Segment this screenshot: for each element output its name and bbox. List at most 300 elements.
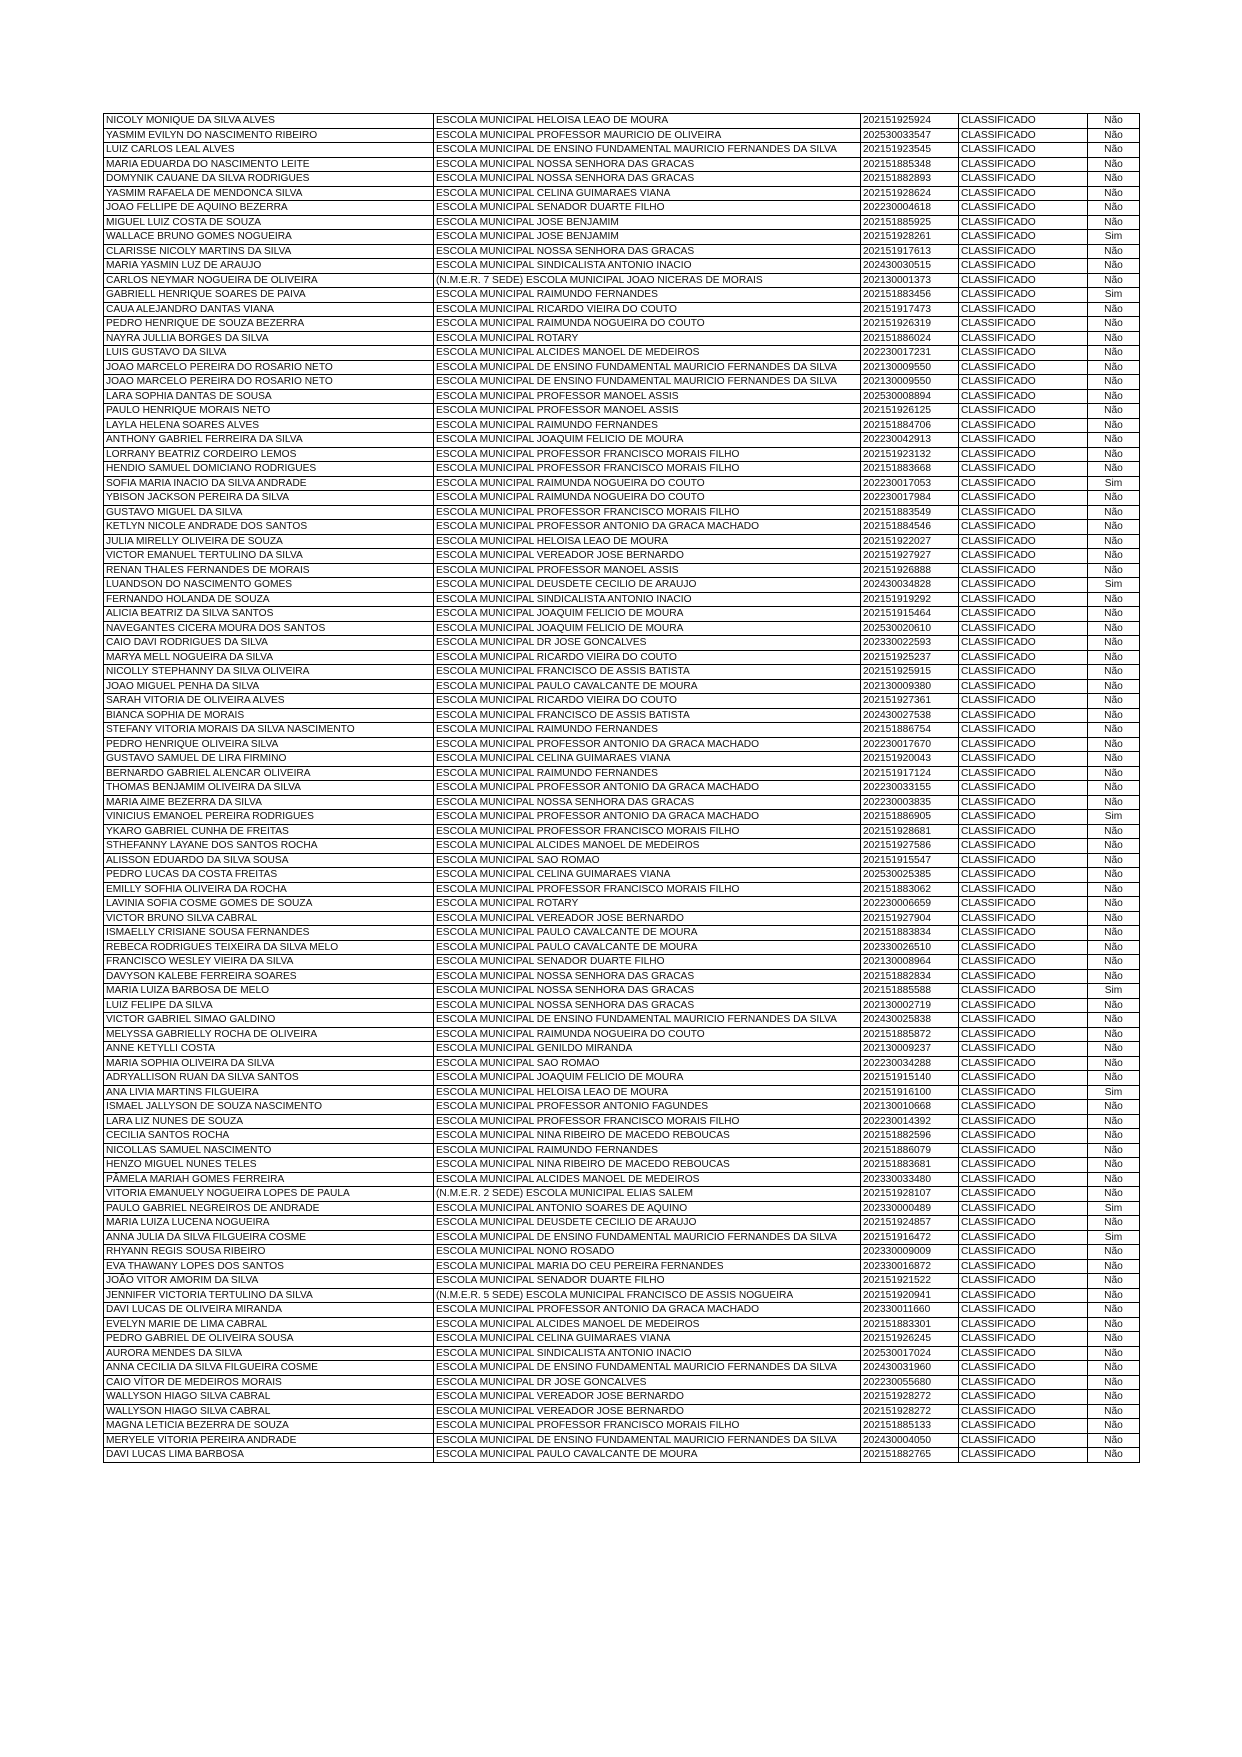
school-cell: ESCOLA MUNICIPAL SINDICALISTA ANTONIO INACIO bbox=[434, 259, 861, 274]
table-row bbox=[104, 607, 1140, 622]
table-row bbox=[104, 259, 1140, 274]
registration-code-cell: 202230004618 bbox=[861, 201, 959, 216]
status-cell: CLASSIFICADO bbox=[959, 810, 1088, 825]
registration-code-cell: 202230034288 bbox=[861, 1056, 959, 1071]
student-name-cell: VICTOR GABRIEL SIMAO GALDINO bbox=[104, 1013, 434, 1028]
registration-code-cell: 202151927904 bbox=[861, 911, 959, 926]
registration-code-cell: 202151923132 bbox=[861, 447, 959, 462]
status-cell: CLASSIFICADO bbox=[959, 1013, 1088, 1028]
flag-cell: Não bbox=[1088, 346, 1140, 361]
student-name-cell: NICOLLY STEPHANNY DA SILVA OLIVEIRA bbox=[104, 665, 434, 680]
flag-cell: Não bbox=[1088, 563, 1140, 578]
student-name-cell: LUIZ FELIPE DA SILVA bbox=[104, 998, 434, 1013]
school-cell: ESCOLA MUNICIPAL PROFESSOR MAURICIO DE OLIVEIRA bbox=[434, 128, 861, 143]
status-cell: CLASSIFICADO bbox=[959, 679, 1088, 694]
student-name-cell: PEDRO HENRIQUE DE SOUZA BEZERRA bbox=[104, 317, 434, 332]
student-name-cell: JOAO MARCELO PEREIRA DO ROSARIO NETO bbox=[104, 375, 434, 390]
school-cell: ESCOLA MUNICIPAL PROFESSOR FRANCISCO MORAIS FILHO bbox=[434, 882, 861, 897]
status-cell: CLASSIFICADO bbox=[959, 911, 1088, 926]
table-row bbox=[104, 128, 1140, 143]
school-cell: ESCOLA MUNICIPAL SENADOR DUARTE FILHO bbox=[434, 1274, 861, 1289]
school-cell: ESCOLA MUNICIPAL SAO ROMAO bbox=[434, 853, 861, 868]
flag-cell: Não bbox=[1088, 1433, 1140, 1448]
student-name-cell: VICTOR EMANUEL TERTULINO DA SILVA bbox=[104, 549, 434, 564]
school-cell: ESCOLA MUNICIPAL VEREADOR JOSE BERNARDO bbox=[434, 1404, 861, 1419]
status-cell: CLASSIFICADO bbox=[959, 302, 1088, 317]
table-row bbox=[104, 882, 1140, 897]
registration-code-cell: 202230014392 bbox=[861, 1114, 959, 1129]
flag-cell: Não bbox=[1088, 143, 1140, 158]
flag-cell: Não bbox=[1088, 1100, 1140, 1115]
flag-cell: Não bbox=[1088, 1361, 1140, 1376]
flag-cell: Não bbox=[1088, 1245, 1140, 1260]
table-row bbox=[104, 1448, 1140, 1463]
student-name-cell: MIGUEL LUIZ COSTA DE SOUZA bbox=[104, 215, 434, 230]
status-cell: CLASSIFICADO bbox=[959, 563, 1088, 578]
school-cell: ESCOLA MUNICIPAL CELINA GUIMARAES VIANA bbox=[434, 752, 861, 767]
table-row bbox=[104, 1158, 1140, 1173]
status-cell: CLASSIFICADO bbox=[959, 404, 1088, 419]
student-name-cell: ANNE KETYLLI COSTA bbox=[104, 1042, 434, 1057]
student-name-cell: GABRIELL HENRIQUE SOARES DE PAIVA bbox=[104, 288, 434, 303]
school-cell: ESCOLA MUNICIPAL MARIA DO CEU PEREIRA FERNANDES bbox=[434, 1259, 861, 1274]
student-name-cell: JENNIFER VICTORIA TERTULINO DA SILVA bbox=[104, 1288, 434, 1303]
flag-cell: Não bbox=[1088, 273, 1140, 288]
flag-cell: Não bbox=[1088, 1042, 1140, 1057]
student-name-cell: ALISSON EDUARDO DA SILVA SOUSA bbox=[104, 853, 434, 868]
student-name-cell: PEDRO LUCAS DA COSTA FREITAS bbox=[104, 868, 434, 883]
status-cell: CLASSIFICADO bbox=[959, 375, 1088, 390]
registration-code-cell: 202151924857 bbox=[861, 1216, 959, 1231]
student-name-cell: ISMAEL JALLYSON DE SOUZA NASCIMENTO bbox=[104, 1100, 434, 1115]
school-cell: ESCOLA MUNICIPAL HELOISA LEAO DE MOURA bbox=[434, 534, 861, 549]
table-row bbox=[104, 186, 1140, 201]
registration-code-cell: 202330000489 bbox=[861, 1201, 959, 1216]
student-name-cell: PAULO HENRIQUE MORAIS NETO bbox=[104, 404, 434, 419]
table-row bbox=[104, 650, 1140, 665]
flag-cell: Não bbox=[1088, 317, 1140, 332]
status-cell: CLASSIFICADO bbox=[959, 244, 1088, 259]
registration-code-cell: 202151886024 bbox=[861, 331, 959, 346]
student-name-cell: YKARO GABRIEL CUNHA DE FREITAS bbox=[104, 824, 434, 839]
student-name-cell: MARIA LUIZA BARBOSA DE MELO bbox=[104, 984, 434, 999]
student-name-cell: CARLOS NEYMAR NOGUEIRA DE OLIVEIRA bbox=[104, 273, 434, 288]
flag-cell: Não bbox=[1088, 1071, 1140, 1086]
school-cell: ESCOLA MUNICIPAL PROFESSOR FRANCISCO MORAIS FILHO bbox=[434, 1419, 861, 1434]
registration-code-cell: 202151882834 bbox=[861, 969, 959, 984]
flag-cell: Não bbox=[1088, 1317, 1140, 1332]
school-cell: ESCOLA MUNICIPAL ALCIDES MANOEL DE MEDEIROS bbox=[434, 839, 861, 854]
school-cell: ESCOLA MUNICIPAL PROFESSOR ANTONIO DA GRACA MACHADO bbox=[434, 781, 861, 796]
registration-code-cell: 202151925237 bbox=[861, 650, 959, 665]
school-cell: ESCOLA MUNICIPAL RAIMUNDO FERNANDES bbox=[434, 723, 861, 738]
status-cell: CLASSIFICADO bbox=[959, 1419, 1088, 1434]
registration-code-cell: 202530033547 bbox=[861, 128, 959, 143]
registration-code-cell: 202530008894 bbox=[861, 389, 959, 404]
registration-code-cell: 202230042913 bbox=[861, 433, 959, 448]
registration-code-cell: 202151883549 bbox=[861, 505, 959, 520]
student-name-cell: RHYANN REGIS SOUSA RIBEIRO bbox=[104, 1245, 434, 1260]
table-row bbox=[104, 1129, 1140, 1144]
table-row bbox=[104, 476, 1140, 491]
table-row bbox=[104, 897, 1140, 912]
table-row bbox=[104, 752, 1140, 767]
table-row bbox=[104, 331, 1140, 346]
status-cell: CLASSIFICADO bbox=[959, 273, 1088, 288]
student-name-cell: MARIA SOPHIA OLIVEIRA DA SILVA bbox=[104, 1056, 434, 1071]
table-row bbox=[104, 1027, 1140, 1042]
status-cell: CLASSIFICADO bbox=[959, 230, 1088, 245]
student-name-cell: LAYLA HELENA SOARES ALVES bbox=[104, 418, 434, 433]
status-cell: CLASSIFICADO bbox=[959, 433, 1088, 448]
table-row bbox=[104, 491, 1140, 506]
flag-cell: Não bbox=[1088, 375, 1140, 390]
school-cell: ESCOLA MUNICIPAL ALCIDES MANOEL DE MEDEIROS bbox=[434, 1317, 861, 1332]
table-row bbox=[104, 926, 1140, 941]
registration-code-cell: 202151915464 bbox=[861, 607, 959, 622]
school-cell: ESCOLA MUNICIPAL SENADOR DUARTE FILHO bbox=[434, 955, 861, 970]
school-cell: ESCOLA MUNICIPAL PROFESSOR ANTONIO DA GRACA MACHADO bbox=[434, 1303, 861, 1318]
student-name-cell: CECILIA SANTOS ROCHA bbox=[104, 1129, 434, 1144]
school-cell: ESCOLA MUNICIPAL FRANCISCO DE ASSIS BATISTA bbox=[434, 665, 861, 680]
table-row bbox=[104, 288, 1140, 303]
flag-cell: Não bbox=[1088, 766, 1140, 781]
school-cell: ESCOLA MUNICIPAL RAIMUNDA NOGUEIRA DO COUTO bbox=[434, 1027, 861, 1042]
school-cell: ESCOLA MUNICIPAL JOSE BENJAMIM bbox=[434, 230, 861, 245]
school-cell: ESCOLA MUNICIPAL NINA RIBEIRO DE MACEDO REBOUCAS bbox=[434, 1158, 861, 1173]
flag-cell: Não bbox=[1088, 244, 1140, 259]
flag-cell: Sim bbox=[1088, 984, 1140, 999]
table-row bbox=[104, 1274, 1140, 1289]
status-cell: CLASSIFICADO bbox=[959, 259, 1088, 274]
table-row bbox=[104, 549, 1140, 564]
school-cell: ESCOLA MUNICIPAL PROFESSOR FRANCISCO MORAIS FILHO bbox=[434, 462, 861, 477]
student-name-cell: ANNA JULIA DA SILVA FILGUEIRA COSME bbox=[104, 1230, 434, 1245]
school-cell: ESCOLA MUNICIPAL PROFESSOR ANTONIO DA GRACA MACHADO bbox=[434, 810, 861, 825]
student-name-cell: MARIA AIME BEZERRA DA SILVA bbox=[104, 795, 434, 810]
school-cell: ESCOLA MUNICIPAL JOAQUIM FELICIO DE MOURA bbox=[434, 607, 861, 622]
student-name-cell: ALICIA BEATRIZ DA SILVA SANTOS bbox=[104, 607, 434, 622]
student-name-cell: SOFIA MARIA INACIO DA SILVA ANDRADE bbox=[104, 476, 434, 491]
school-cell: ESCOLA MUNICIPAL ROTARY bbox=[434, 331, 861, 346]
table-row bbox=[104, 244, 1140, 259]
table-row bbox=[104, 1346, 1140, 1361]
school-cell: ESCOLA MUNICIPAL RICARDO VIEIRA DO COUTO bbox=[434, 650, 861, 665]
table-row bbox=[104, 1361, 1140, 1376]
registration-code-cell: 202151886079 bbox=[861, 1143, 959, 1158]
status-cell: CLASSIFICADO bbox=[959, 969, 1088, 984]
registration-code-cell: 202151883668 bbox=[861, 462, 959, 477]
status-cell: CLASSIFICADO bbox=[959, 215, 1088, 230]
school-cell: ESCOLA MUNICIPAL DE ENSINO FUNDAMENTAL MAURICIO FERNANDES DA SILVA bbox=[434, 143, 861, 158]
registration-code-cell: 202151925924 bbox=[861, 114, 959, 129]
table-row bbox=[104, 665, 1140, 680]
table-row bbox=[104, 998, 1140, 1013]
registration-code-cell: 202151884706 bbox=[861, 418, 959, 433]
flag-cell: Não bbox=[1088, 1375, 1140, 1390]
registration-code-cell: 202230033155 bbox=[861, 781, 959, 796]
flag-cell: Não bbox=[1088, 795, 1140, 810]
registration-code-cell: 202151927586 bbox=[861, 839, 959, 854]
student-name-cell: YBISON JACKSON PEREIRA DA SILVA bbox=[104, 491, 434, 506]
student-name-cell: JOÃO VITOR AMORIM DA SILVA bbox=[104, 1274, 434, 1289]
table-row bbox=[104, 723, 1140, 738]
registration-code-cell: 202430031960 bbox=[861, 1361, 959, 1376]
school-cell: ESCOLA MUNICIPAL JOAQUIM FELICIO DE MOURA bbox=[434, 621, 861, 636]
flag-cell: Não bbox=[1088, 723, 1140, 738]
flag-cell: Não bbox=[1088, 781, 1140, 796]
table-row bbox=[104, 172, 1140, 187]
registration-code-cell: 202151882765 bbox=[861, 1448, 959, 1463]
status-cell: CLASSIFICADO bbox=[959, 766, 1088, 781]
status-cell: CLASSIFICADO bbox=[959, 476, 1088, 491]
student-name-cell: HENDIO SAMUEL DOMICIANO RODRIGUES bbox=[104, 462, 434, 477]
flag-cell: Não bbox=[1088, 1143, 1140, 1158]
flag-cell: Não bbox=[1088, 1346, 1140, 1361]
school-cell: ESCOLA MUNICIPAL DE ENSINO FUNDAMENTAL MAURICIO FERNANDES DA SILVA bbox=[434, 1361, 861, 1376]
status-cell: CLASSIFICADO bbox=[959, 505, 1088, 520]
registration-code-cell: 202430004050 bbox=[861, 1433, 959, 1448]
table-row bbox=[104, 940, 1140, 955]
school-cell: ESCOLA MUNICIPAL PAULO CAVALCANTE DE MOURA bbox=[434, 1448, 861, 1463]
school-cell: ESCOLA MUNICIPAL JOAQUIM FELICIO DE MOURA bbox=[434, 433, 861, 448]
student-name-cell: EVA THAWANY LOPES DOS SANTOS bbox=[104, 1259, 434, 1274]
status-cell: CLASSIFICADO bbox=[959, 1375, 1088, 1390]
flag-cell: Não bbox=[1088, 418, 1140, 433]
table-row bbox=[104, 868, 1140, 883]
flag-cell: Sim bbox=[1088, 1201, 1140, 1216]
status-cell: CLASSIFICADO bbox=[959, 926, 1088, 941]
registration-code-cell: 202530020610 bbox=[861, 621, 959, 636]
table-row bbox=[104, 215, 1140, 230]
status-cell: CLASSIFICADO bbox=[959, 1216, 1088, 1231]
status-cell: CLASSIFICADO bbox=[959, 882, 1088, 897]
registration-code-cell: 202151915547 bbox=[861, 853, 959, 868]
school-cell: ESCOLA MUNICIPAL NOSSA SENHORA DAS GRACAS bbox=[434, 244, 861, 259]
flag-cell: Não bbox=[1088, 157, 1140, 172]
status-cell: CLASSIFICADO bbox=[959, 128, 1088, 143]
flag-cell: Não bbox=[1088, 186, 1140, 201]
table-row bbox=[104, 201, 1140, 216]
school-cell: ESCOLA MUNICIPAL NOSSA SENHORA DAS GRACAS bbox=[434, 172, 861, 187]
table-row bbox=[104, 360, 1140, 375]
registration-code-cell: 202151883681 bbox=[861, 1158, 959, 1173]
status-cell: CLASSIFICADO bbox=[959, 1158, 1088, 1173]
school-cell: ESCOLA MUNICIPAL DR JOSE GONCALVES bbox=[434, 1375, 861, 1390]
registration-code-cell: 202151928261 bbox=[861, 230, 959, 245]
school-cell: ESCOLA MUNICIPAL DEUSDETE CECILIO DE ARAUJO bbox=[434, 1216, 861, 1231]
student-name-cell: LARA SOPHIA DANTAS DE SOUSA bbox=[104, 389, 434, 404]
flag-cell: Não bbox=[1088, 404, 1140, 419]
student-name-cell: YASMIM RAFAELA DE MENDONCA SILVA bbox=[104, 186, 434, 201]
status-cell: CLASSIFICADO bbox=[959, 1332, 1088, 1347]
status-cell: CLASSIFICADO bbox=[959, 1361, 1088, 1376]
flag-cell: Não bbox=[1088, 998, 1140, 1013]
registration-code-cell: 202151926319 bbox=[861, 317, 959, 332]
student-name-cell: VICTOR BRUNO SILVA CABRAL bbox=[104, 911, 434, 926]
status-cell: CLASSIFICADO bbox=[959, 1288, 1088, 1303]
school-cell: ESCOLA MUNICIPAL SINDICALISTA ANTONIO INACIO bbox=[434, 592, 861, 607]
status-cell: CLASSIFICADO bbox=[959, 1056, 1088, 1071]
status-cell: CLASSIFICADO bbox=[959, 636, 1088, 651]
registration-code-cell: 202151926888 bbox=[861, 563, 959, 578]
flag-cell: Não bbox=[1088, 1259, 1140, 1274]
flag-cell: Não bbox=[1088, 868, 1140, 883]
status-cell: CLASSIFICADO bbox=[959, 1027, 1088, 1042]
student-name-cell: MELYSSA GABRIELLY ROCHA DE OLIVEIRA bbox=[104, 1027, 434, 1042]
student-name-cell: MARYA MELL NOGUEIRA DA SILVA bbox=[104, 650, 434, 665]
table-row bbox=[104, 346, 1140, 361]
status-cell: CLASSIFICADO bbox=[959, 1042, 1088, 1057]
table-row bbox=[104, 1114, 1140, 1129]
registration-code-cell: 202530025385 bbox=[861, 868, 959, 883]
student-name-cell: ANA LIVIA MARTINS FILGUEIRA bbox=[104, 1085, 434, 1100]
flag-cell: Não bbox=[1088, 636, 1140, 651]
status-cell: CLASSIFICADO bbox=[959, 447, 1088, 462]
flag-cell: Não bbox=[1088, 433, 1140, 448]
registration-code-cell: 202151883062 bbox=[861, 882, 959, 897]
school-cell: ESCOLA MUNICIPAL PROFESSOR FRANCISCO MORAIS FILHO bbox=[434, 824, 861, 839]
school-cell: ESCOLA MUNICIPAL JOSE BENJAMIM bbox=[434, 215, 861, 230]
school-cell: ESCOLA MUNICIPAL GENILDO MIRANDA bbox=[434, 1042, 861, 1057]
status-cell: CLASSIFICADO bbox=[959, 1071, 1088, 1086]
table-row bbox=[104, 969, 1140, 984]
table-row bbox=[104, 1245, 1140, 1260]
school-cell: ESCOLA MUNICIPAL ROTARY bbox=[434, 897, 861, 912]
student-name-cell: EMILLY SOFHIA OLIVEIRA DA ROCHA bbox=[104, 882, 434, 897]
registration-code-cell: 202230003835 bbox=[861, 795, 959, 810]
student-name-cell: SARAH VITORIA DE OLIVEIRA ALVES bbox=[104, 694, 434, 709]
table-row bbox=[104, 1303, 1140, 1318]
status-cell: CLASSIFICADO bbox=[959, 897, 1088, 912]
school-cell: ESCOLA MUNICIPAL NOSSA SENHORA DAS GRACAS bbox=[434, 795, 861, 810]
school-cell: ESCOLA MUNICIPAL CELINA GUIMARAES VIANA bbox=[434, 186, 861, 201]
school-cell: ESCOLA MUNICIPAL DR JOSE GONCALVES bbox=[434, 636, 861, 651]
student-name-cell: DAVI LUCAS LIMA BARBOSA bbox=[104, 1448, 434, 1463]
status-cell: CLASSIFICADO bbox=[959, 1085, 1088, 1100]
table-row bbox=[104, 708, 1140, 723]
table-row bbox=[104, 1201, 1140, 1216]
table-row bbox=[104, 636, 1140, 651]
flag-cell: Não bbox=[1088, 1404, 1140, 1419]
student-name-cell: LUIZ CARLOS LEAL ALVES bbox=[104, 143, 434, 158]
status-cell: CLASSIFICADO bbox=[959, 186, 1088, 201]
table-row bbox=[104, 679, 1140, 694]
status-cell: CLASSIFICADO bbox=[959, 549, 1088, 564]
student-name-cell: DAVYSON KALEBE FERREIRA SOARES bbox=[104, 969, 434, 984]
school-cell: ESCOLA MUNICIPAL PROFESSOR ANTONIO DA GRACA MACHADO bbox=[434, 520, 861, 535]
status-cell: CLASSIFICADO bbox=[959, 839, 1088, 854]
registration-code-cell: 202330016872 bbox=[861, 1259, 959, 1274]
status-cell: CLASSIFICADO bbox=[959, 331, 1088, 346]
student-name-cell: PEDRO HENRIQUE OLIVEIRA SILVA bbox=[104, 737, 434, 752]
registration-code-cell: 202151915140 bbox=[861, 1071, 959, 1086]
registration-code-cell: 202151923545 bbox=[861, 143, 959, 158]
student-name-cell: GUSTAVO MIGUEL DA SILVA bbox=[104, 505, 434, 520]
school-cell: (N.M.E.R. 2 SEDE) ESCOLA MUNICIPAL ELIAS SALEM bbox=[434, 1187, 861, 1202]
flag-cell: Não bbox=[1088, 955, 1140, 970]
table-row bbox=[104, 795, 1140, 810]
table-row bbox=[104, 1259, 1140, 1274]
student-name-cell: JULIA MIRELLY OLIVEIRA DE SOUZA bbox=[104, 534, 434, 549]
school-cell: ESCOLA MUNICIPAL CELINA GUIMARAES VIANA bbox=[434, 868, 861, 883]
school-cell: ESCOLA MUNICIPAL NOSSA SENHORA DAS GRACAS bbox=[434, 969, 861, 984]
flag-cell: Não bbox=[1088, 839, 1140, 854]
student-name-cell: THOMAS BENJAMIM OLIVEIRA DA SILVA bbox=[104, 781, 434, 796]
registration-code-cell: 202151885872 bbox=[861, 1027, 959, 1042]
flag-cell: Não bbox=[1088, 549, 1140, 564]
student-name-cell: NAVEGANTES CICERA MOURA DOS SANTOS bbox=[104, 621, 434, 636]
flag-cell: Sim bbox=[1088, 810, 1140, 825]
table-row bbox=[104, 1172, 1140, 1187]
flag-cell: Não bbox=[1088, 694, 1140, 709]
student-name-cell: JOAO MARCELO PEREIRA DO ROSARIO NETO bbox=[104, 360, 434, 375]
school-cell: ESCOLA MUNICIPAL JOAQUIM FELICIO DE MOURA bbox=[434, 1071, 861, 1086]
school-cell: ESCOLA MUNICIPAL HELOISA LEAO DE MOURA bbox=[434, 1085, 861, 1100]
table-row bbox=[104, 1390, 1140, 1405]
status-cell: CLASSIFICADO bbox=[959, 868, 1088, 883]
student-name-cell: RENAN THALES FERNANDES DE MORAIS bbox=[104, 563, 434, 578]
registration-code-cell: 202151886754 bbox=[861, 723, 959, 738]
student-name-cell: ANNA CECILIA DA SILVA FILGUEIRA COSME bbox=[104, 1361, 434, 1376]
registration-code-cell: 202230017984 bbox=[861, 491, 959, 506]
table-row bbox=[104, 737, 1140, 752]
school-cell: ESCOLA MUNICIPAL PROFESSOR ANTONIO FAGUNDES bbox=[434, 1100, 861, 1115]
registration-code-cell: 202151927927 bbox=[861, 549, 959, 564]
school-cell: ESCOLA MUNICIPAL RICARDO VIEIRA DO COUTO bbox=[434, 302, 861, 317]
registration-code-cell: 202151928624 bbox=[861, 186, 959, 201]
flag-cell: Não bbox=[1088, 128, 1140, 143]
registration-code-cell: 202151917124 bbox=[861, 766, 959, 781]
table-row bbox=[104, 984, 1140, 999]
table-row bbox=[104, 157, 1140, 172]
student-name-cell: CAIO DAVI RODRIGUES DA SILVA bbox=[104, 636, 434, 651]
status-cell: CLASSIFICADO bbox=[959, 607, 1088, 622]
student-name-cell: DAVI LUCAS DE OLIVEIRA MIRANDA bbox=[104, 1303, 434, 1318]
status-cell: CLASSIFICADO bbox=[959, 998, 1088, 1013]
status-cell: CLASSIFICADO bbox=[959, 462, 1088, 477]
student-name-cell: WALLACE BRUNO GOMES NOGUEIRA bbox=[104, 230, 434, 245]
table-row bbox=[104, 1056, 1140, 1071]
registration-code-cell: 202530017024 bbox=[861, 1346, 959, 1361]
flag-cell: Não bbox=[1088, 650, 1140, 665]
table-row bbox=[104, 955, 1140, 970]
flag-cell: Não bbox=[1088, 1288, 1140, 1303]
school-cell: ESCOLA MUNICIPAL PAULO CAVALCANTE DE MOURA bbox=[434, 926, 861, 941]
student-name-cell: CLARISSE NICOLY MARTINS DA SILVA bbox=[104, 244, 434, 259]
status-cell: CLASSIFICADO bbox=[959, 665, 1088, 680]
table-row bbox=[104, 1216, 1140, 1231]
student-name-cell: GUSTAVO SAMUEL DE LIRA FIRMINO bbox=[104, 752, 434, 767]
flag-cell: Não bbox=[1088, 1448, 1140, 1463]
registration-code-cell: 202130002719 bbox=[861, 998, 959, 1013]
flag-cell: Sim bbox=[1088, 476, 1140, 491]
school-cell: ESCOLA MUNICIPAL PROFESSOR FRANCISCO MORAIS FILHO bbox=[434, 505, 861, 520]
student-name-cell: ISMAELLY CRISIANE SOUSA FERNANDES bbox=[104, 926, 434, 941]
student-name-cell: NAYRA JULLIA BORGES DA SILVA bbox=[104, 331, 434, 346]
registration-code-cell: 202430027538 bbox=[861, 708, 959, 723]
registration-code-cell: 202151922027 bbox=[861, 534, 959, 549]
registration-code-cell: 202151928272 bbox=[861, 1404, 959, 1419]
school-cell: ESCOLA MUNICIPAL RAIMUNDA NOGUEIRA DO COUTO bbox=[434, 317, 861, 332]
flag-cell: Não bbox=[1088, 1332, 1140, 1347]
status-cell: CLASSIFICADO bbox=[959, 984, 1088, 999]
student-name-cell: NICOLLAS SAMUEL NASCIMENTO bbox=[104, 1143, 434, 1158]
school-cell: ESCOLA MUNICIPAL DE ENSINO FUNDAMENTAL MAURICIO FERNANDES DA SILVA bbox=[434, 1013, 861, 1028]
status-cell: CLASSIFICADO bbox=[959, 534, 1088, 549]
table-row bbox=[104, 1419, 1140, 1434]
student-name-cell: BIANCA SOPHIA DE MORAIS bbox=[104, 708, 434, 723]
